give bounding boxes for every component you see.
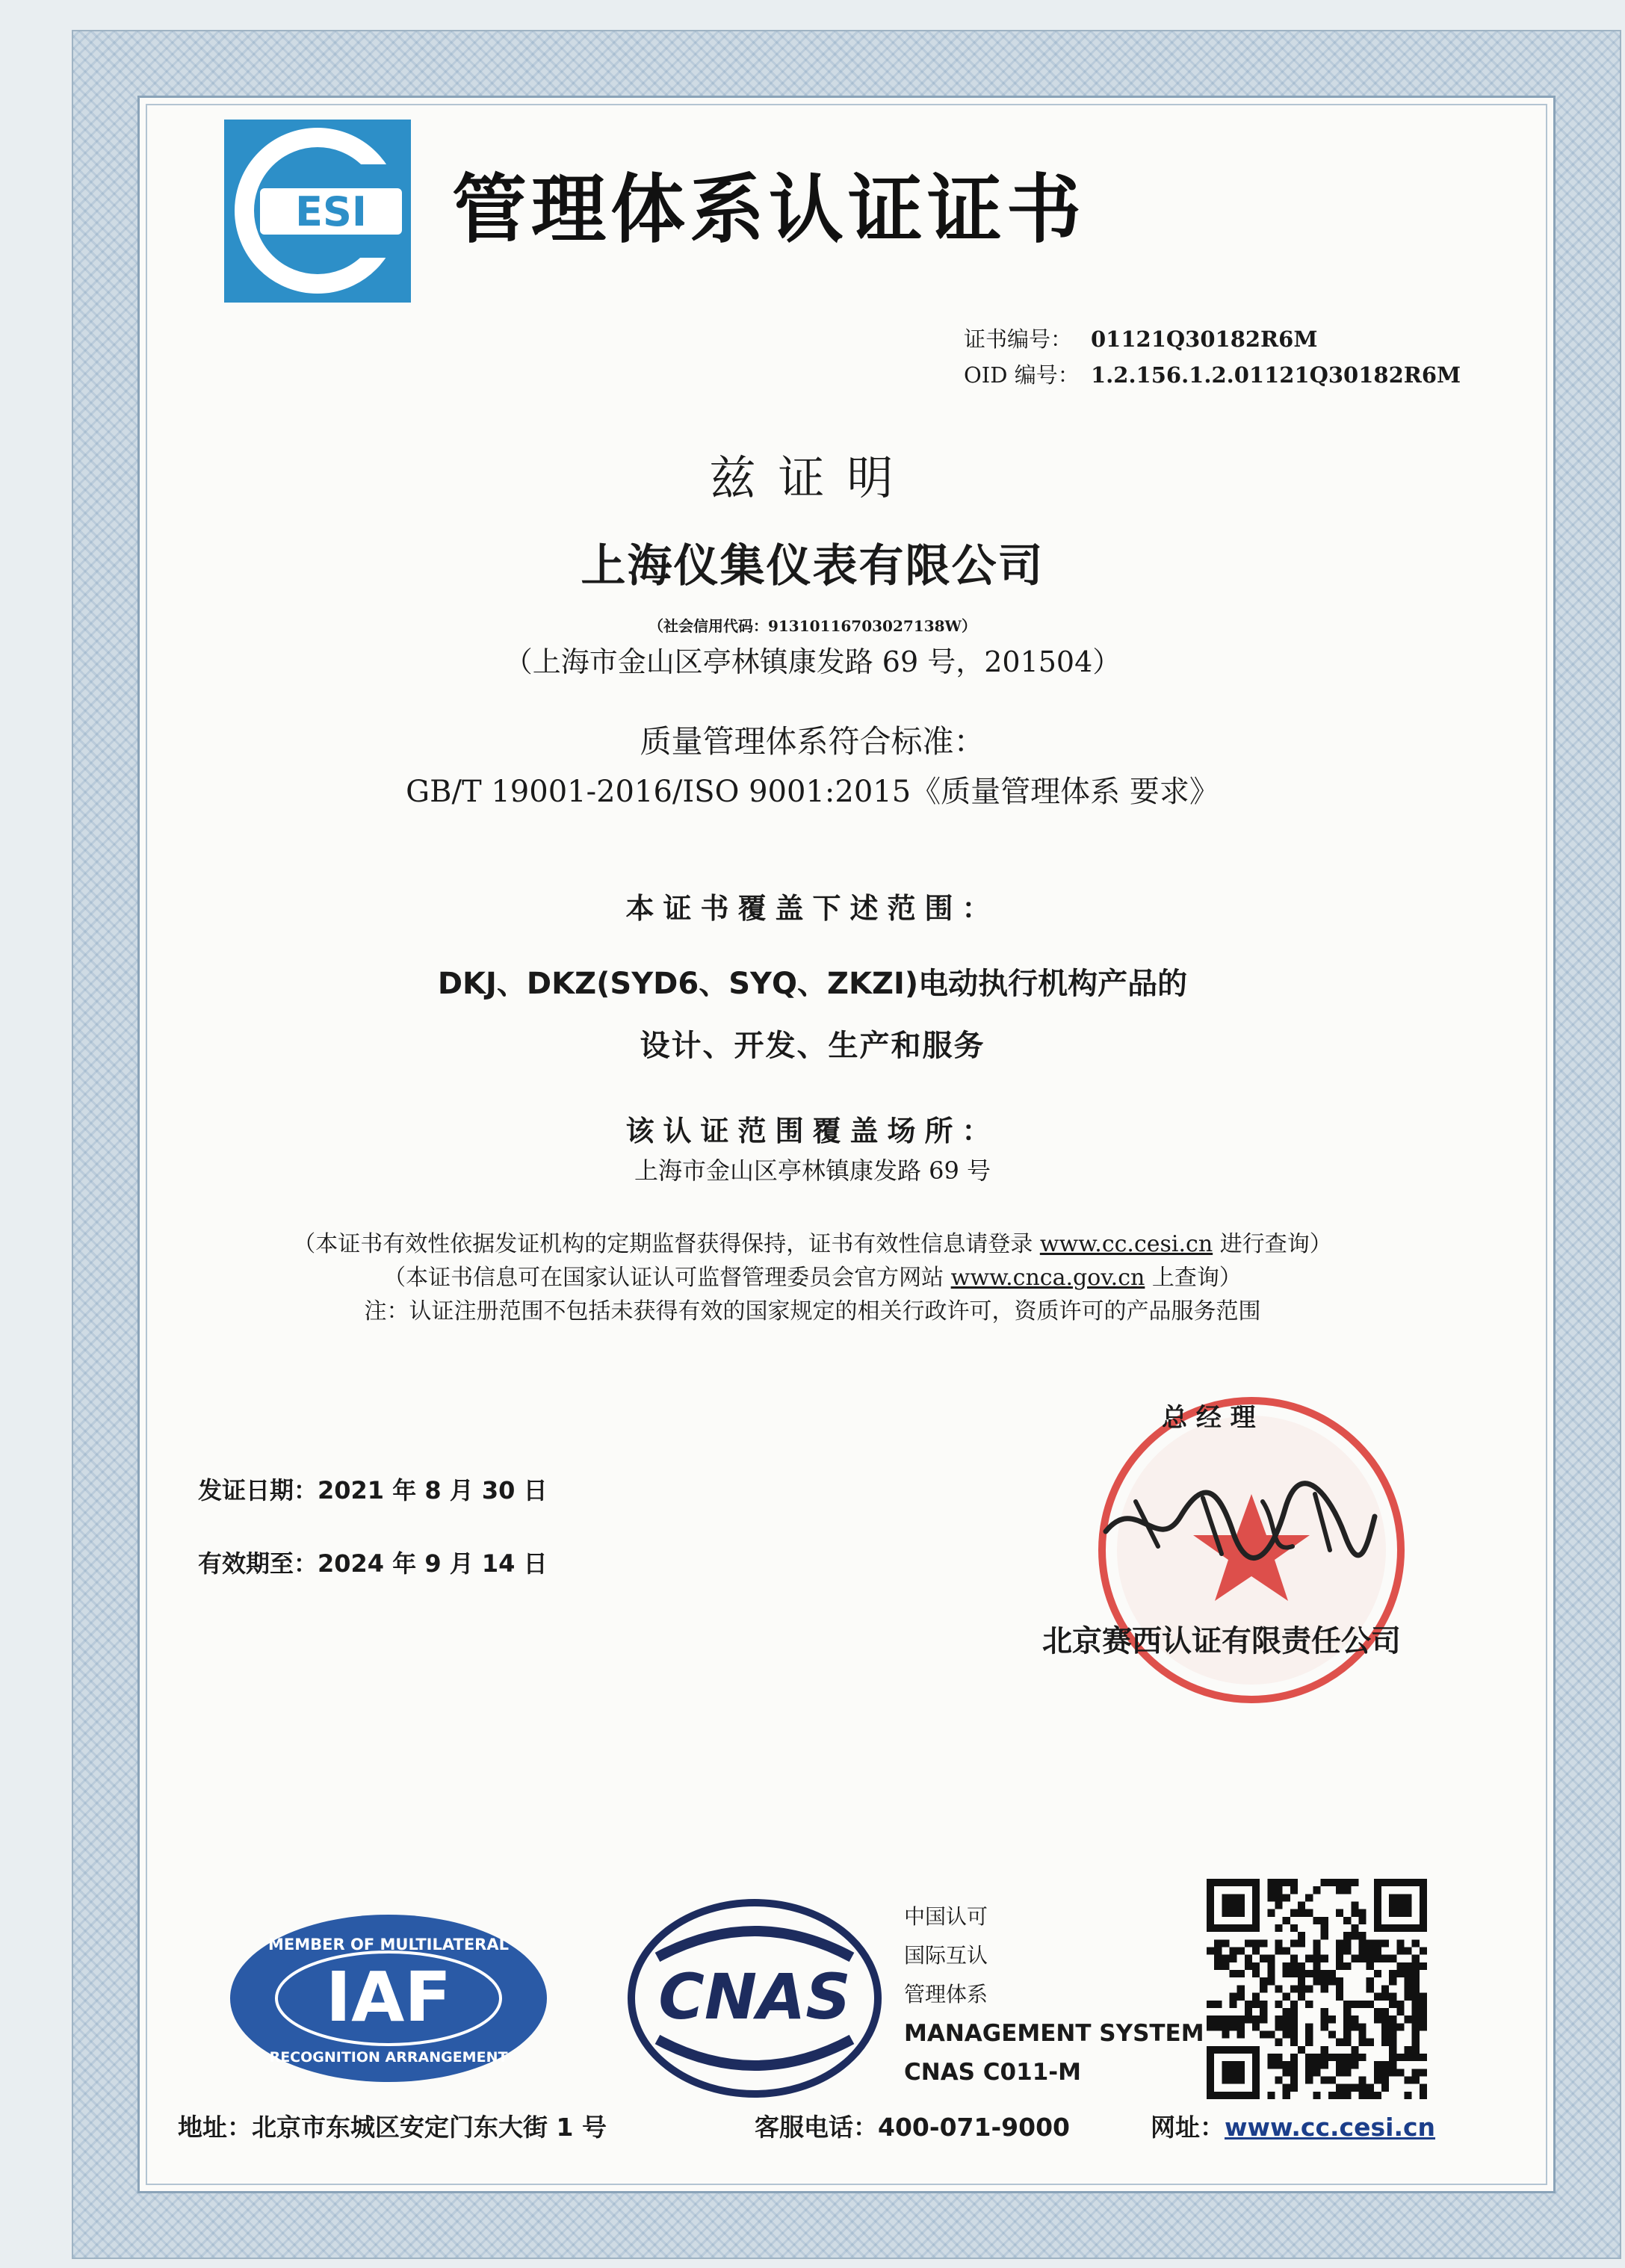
certificate-title: 管理体系认证证书 (452, 166, 1086, 253)
site-address: 上海市金山区亭林镇康发路 69 号 (634, 1156, 991, 1185)
iaf-logo (228, 1912, 549, 2084)
cesi-logo (224, 120, 411, 303)
site-heading: 该认证范围覆盖场所： (625, 1115, 1000, 1147)
company-name: 上海仪集仪表有限公司 (581, 540, 1044, 592)
issue-date: 发证日期：2021 年 8 月 30 日 (198, 1476, 548, 1505)
cert-no: 01121Q30182R6M (1091, 326, 1318, 352)
logo-text: ESI (295, 188, 367, 235)
oid-no: 1.2.156.1.2.01121Q30182R6M (1091, 362, 1461, 388)
scope-exclusion-note: 注：认证注册范围不包括未获得有效的国家规定的相关行政许可，资质许可的产品服务范围 (364, 1298, 1261, 1324)
website-link[interactable]: www.cc.cesi.cn (1225, 2113, 1436, 2142)
cnas-mark: CNAS (658, 1960, 851, 2033)
cnas-text-block: 中国认可 国际互认 管理体系 MANAGEMENT SYSTEM CNAS C011-M (904, 1904, 1204, 2086)
iaf-top-text: MEMBER OF MULTILATERAL (268, 1936, 509, 1953)
oid-label: OID 编号： (964, 362, 1080, 388)
qr-code[interactable] (1207, 1879, 1427, 2099)
iaf-mark: IAF (325, 1957, 452, 2037)
handwritten-signature (1091, 1464, 1382, 1576)
general-manager-label: 总 经 理 (1162, 1403, 1256, 1433)
footer-phone: 客服电话：400-071-9000 (755, 2113, 1071, 2142)
credit-code: （社会信用代码：91310116703027138W） (648, 617, 977, 635)
cnca-note: （本证书信息可在国家认证认可监督管理委员会官方网站 www.cnca.gov.cn 上查询） (383, 1265, 1242, 1291)
cesi-link[interactable]: www.cc.cesi.cn (1039, 1231, 1213, 1257)
footer-website: 网址：www.cc.cesi.cn (1151, 2113, 1436, 2142)
iaf-bottom-text: RECOGNITION ARRANGEMENT (269, 2049, 508, 2066)
scope-line-2: 设计、开发、生产和服务 (640, 1029, 985, 1063)
scope-line-1: DKJ、DKZ(SYD6、SYQ、ZKZI)电动执行机构产品的 (437, 967, 1188, 1001)
expiry-date: 有效期至：2024 年 9 月 14 日 (198, 1549, 548, 1578)
scope-heading: 本证书覆盖下述范围： (625, 892, 1000, 925)
issuer-name: 北京赛西认证有限责任公司 (1042, 1624, 1401, 1658)
cnas-logo (628, 1897, 882, 2099)
cnca-link[interactable]: www.cnca.gov.cn (950, 1265, 1145, 1291)
validity-note: （本证书有效性依据发证机构的定期监督获得保持，证书有效性信息请登录 www.cc.cesi.cn 进行查询） (293, 1231, 1332, 1257)
hereby-certify: 兹证明 (709, 450, 916, 505)
cert-no-label: 证书编号： (964, 326, 1073, 352)
footer-address: 地址：北京市东城区安定门东大街 1 号 (178, 2113, 607, 2142)
company-address: （上海市金山区亭林镇康发路 69 号，201504） (504, 645, 1121, 678)
standard-text: GB/T 19001-2016/ISO 9001:2015《质量管理体系 要求》 (406, 775, 1219, 809)
certificate-numbers (964, 321, 1461, 393)
standard-heading: 质量管理体系符合标准： (640, 723, 985, 760)
